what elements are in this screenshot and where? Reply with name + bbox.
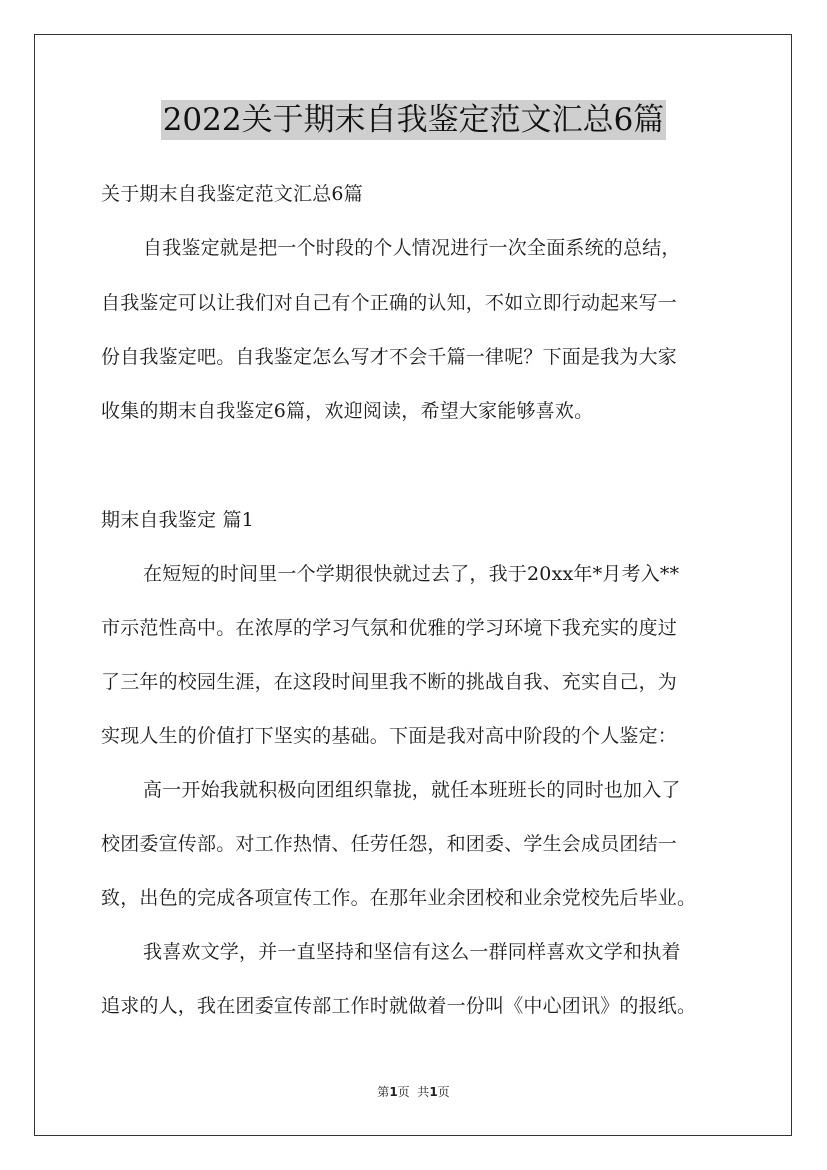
document-title: [0, 100, 827, 140]
intro-line: 份自我鉴定吧。自我鉴定怎么写才不会千篇一律呢？下面是我为大家: [101, 346, 678, 368]
document-subtitle: 关于期末自我鉴定范文汇总6篇: [101, 183, 363, 205]
body-line: 了三年的校园生涯，在这段时间里我不断的挑战自我、充实自己，为: [101, 671, 678, 693]
intro-line: 自我鉴定可以让我们对自己有个正确的认知，不如立即行动起来写一: [101, 292, 678, 314]
page-prefix: 第: [377, 1085, 390, 1099]
body-line: 实现人生的价值打下坚实的基础。下面是我对高中阶段的个人鉴定：: [101, 725, 678, 747]
intro-line: 收集的期末自我鉴定6篇，欢迎阅读，希望大家能够喜欢。: [101, 400, 594, 422]
body-line: 追求的人，我在团委宣传部工作时就做着一份叫《中心团讯》的报纸。: [101, 995, 697, 1017]
section-heading: 期末自我鉴定 篇1: [101, 509, 254, 531]
body-line: 市示范性高中。在浓厚的学习气氛和优雅的学习环境下我充实的度过: [101, 617, 678, 639]
page-mid: 页 共: [397, 1085, 430, 1099]
body-line: 致，出色的完成各项宣传工作。在那年业余团校和业余党校先后毕业。: [101, 887, 697, 909]
body-line: 在短短的时间里一个学期很快就过去了，我于20xx年*月考入**: [143, 563, 680, 585]
document-title-text: 2022关于期末自我鉴定范文汇总6篇: [162, 102, 665, 138]
page-footer: [0, 1084, 827, 1100]
page-suffix: 页: [437, 1085, 450, 1099]
body-line: 校团委宣传部。对工作热情、任劳任怨，和团委、学生会成员团结一: [101, 833, 678, 855]
page-total: 1: [429, 1085, 438, 1099]
body-line: 高一开始我就积极向团组织靠拢，就任本班班长的同时也加入了: [143, 779, 681, 801]
page-current: 1: [389, 1085, 398, 1099]
intro-line: 自我鉴定就是把一个时段的个人情况进行一次全面系统的总结，: [143, 237, 681, 259]
body-line: 我喜欢文学，并一直坚持和坚信有这么一群同样喜欢文学和执着: [143, 941, 681, 963]
